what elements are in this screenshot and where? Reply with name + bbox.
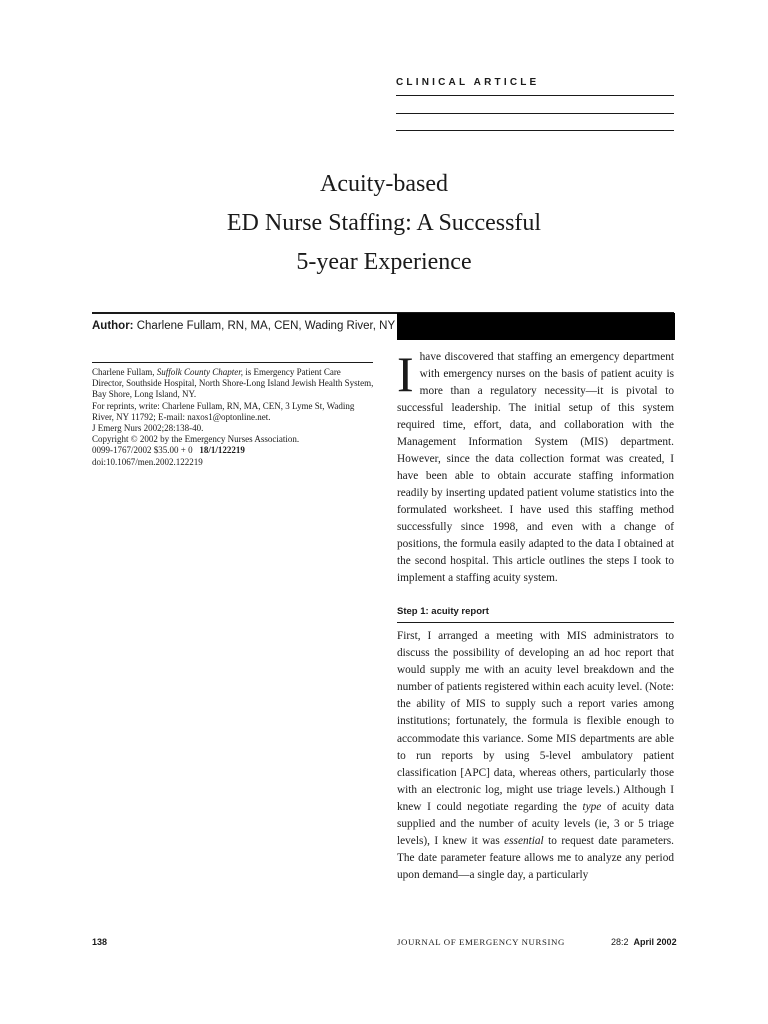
intro-text: have discovered that staffing an emergency department with emergency nurses on the basis of patient acuity is more than a regulatory necessity—it is pivotal to successful leadership. The initial setup of this system required time, effort, data, and collaboration with the Management Information System (MIS) department. However, since the data collection format was created, I have been able to obtain accurate staffing information readily by inserting updated patient volume statistics into the formulated worksheet. I have used this staffing method successfully since 1998, and even with a change of positions, the formula easily adapted to the data I obtained at the second hospital. This article outlines the steps I took to implement a staffing acuity system. — [397, 351, 674, 584]
doi-text: doi:10.1067/men.2002.122219 — [92, 456, 203, 467]
step1-text-1: First, I arranged a meeting with MIS administrators to discuss the possibility of developing an ad hoc report that would supply me with an acuity level breakdown and the number of patients registered within each acuity level. (Note: the ability of MIS to supply such a report varies among institutions; fortunately, the formula is flexible enough to accommodate this variance. Some MIS departments are able to run reports by using 5-level ambulatory patient classification [APC] data, whereas others, particularly those with an electronic log, might use triage levels.) Although I knew I could negotiate regarding the — [397, 630, 674, 813]
issue-date: April 2002 — [633, 937, 677, 947]
role-text: is Emergency Patient Care Director, Southside Hospital, North Shore-Long Island Jewish Health System, Bay Shore, Long Island, NY. — [92, 367, 374, 400]
title-line-3: 5-year Experience — [296, 249, 472, 275]
volume-issue: 28:2 — [611, 937, 629, 947]
author-label: Author: — [92, 320, 134, 332]
step1-paragraph — [397, 628, 674, 884]
title-line-2: ED Nurse Staffing: A Successful — [226, 210, 542, 236]
citation-text: J Emerg Nurs 2002;28:138-40. — [92, 423, 204, 434]
drop-cap: I — [397, 346, 414, 402]
header-rule-3 — [396, 130, 674, 131]
price-text: 0099-1767/2002 $35.00 + 0 — [92, 445, 193, 456]
section-label: CLINICAL ARTICLE — [396, 77, 540, 88]
black-banner — [397, 313, 675, 340]
step1-text-2: of acuity data supplied and the number of acuity levels (ie, 3 or 5 triage levels), I knew it was — [397, 800, 674, 848]
step1-text-3: to request date parameters. The date parameter feature allows me to analyze any period upon demand—a single day, a particularly — [397, 835, 674, 882]
journal-name: JOURNAL OF EMERGENCY NURSING — [397, 937, 565, 947]
price-line — [92, 445, 374, 456]
affiliation-block — [92, 367, 374, 468]
step1-italic-essential: essential — [504, 835, 544, 848]
affiliation-rule — [92, 362, 373, 363]
header-rule-1 — [396, 95, 674, 96]
author-line — [92, 320, 395, 332]
article-title — [150, 165, 618, 282]
chapter-name: Suffolk County Chapter, — [156, 367, 243, 377]
step1-italic-type: type — [582, 800, 602, 813]
issue-info — [611, 937, 677, 947]
copyright-text: Copyright © 2002 by the Emergency Nurses Association. — [92, 434, 300, 445]
affiliation-role — [92, 367, 374, 401]
page-number: 138 — [92, 937, 108, 947]
step1-heading: Step 1: acuity report — [397, 606, 489, 617]
header-rule-2 — [396, 113, 674, 114]
reprints-text: For reprints, write: Charlene Fullam, RN, MA, CEN, 3 Lyme St, Wading River, NY 11792; E-mail: naxos1@optonline.net. — [92, 400, 355, 422]
title-line-1: Acuity-based — [320, 171, 448, 197]
author-name: Charlene Fullam, — [92, 367, 157, 377]
intro-paragraph — [397, 346, 674, 587]
step1-rule — [397, 622, 674, 623]
article-code: 18/1/122219 — [199, 445, 245, 456]
author-text: Charlene Fullam, RN, MA, CEN, Wading River, NY — [136, 320, 396, 332]
